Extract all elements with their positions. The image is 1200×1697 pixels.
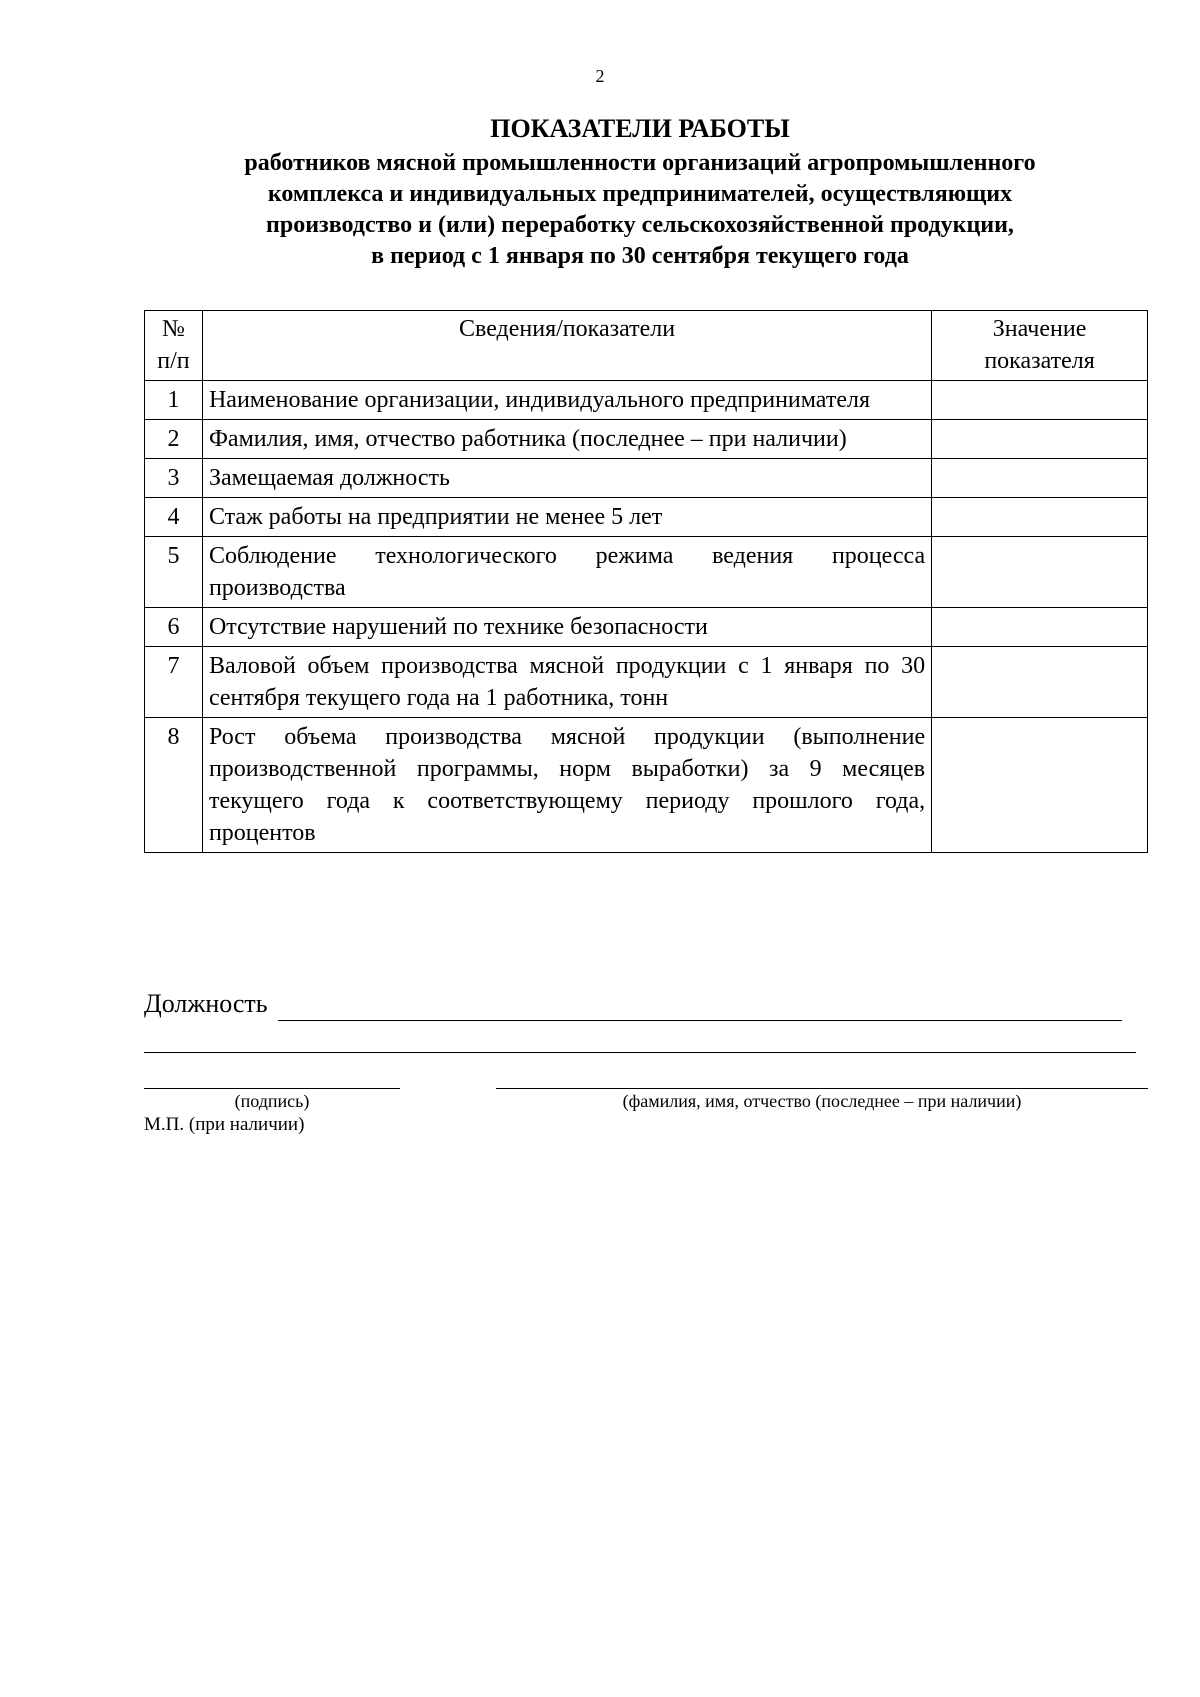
row-number: 3 (145, 459, 203, 498)
row-description: Стаж работы на предприятии не менее 5 лет (202, 498, 931, 537)
table-row (145, 459, 1148, 498)
row-number: 1 (145, 381, 203, 420)
row-value-cell[interactable] (932, 608, 1148, 647)
table-row (145, 647, 1148, 718)
row-number: 5 (145, 537, 203, 608)
full-name-caption: (фамилия, имя, отчество (последнее – при наличии) (622, 1091, 1022, 1111)
row-description: Рост объема производства мясной продукции (выполнение производственной программы, норм выработки) за 9 месяцев текущего года к соответствующему периоду прошлого года, процентов (202, 718, 931, 853)
table-row (145, 537, 1148, 608)
row-number: 8 (145, 718, 203, 853)
full-name-line[interactable] (496, 1088, 1148, 1089)
title-line: работников мясной промышленности организаций агропромышленного (244, 150, 1036, 176)
title-main: ПОКАЗАТЕЛИ РАБОТЫ (490, 114, 790, 143)
row-description: Соблюдение технологического режима ведения процесса производства (202, 537, 931, 608)
row-value-cell[interactable] (932, 718, 1148, 853)
row-description: Фамилия, имя, отчество работника (последнее – при наличии) (202, 420, 931, 459)
header-description: Сведения/показатели (202, 311, 931, 381)
row-description: Наименование организации, индивидуального предпринимателя (202, 381, 931, 420)
row-description: Валовой объем производства мясной продукции с 1 января по 30 сентября текущего года на 1 работника, тонн (202, 647, 931, 718)
row-number: 4 (145, 498, 203, 537)
row-description: Замещаемая должность (202, 459, 931, 498)
table-row (145, 608, 1148, 647)
header-number-pp: п/п (157, 348, 190, 374)
position-label: Должность (144, 989, 268, 1018)
header-number (145, 311, 203, 381)
row-value-cell[interactable] (932, 498, 1148, 537)
row-value-cell[interactable] (932, 647, 1148, 718)
title-line: комплекса и индивидуальных предпринимателей, осуществляющих (267, 181, 1013, 207)
table-row (145, 381, 1148, 420)
position-field (144, 988, 1148, 1024)
signature-line[interactable] (144, 1088, 400, 1089)
table-row (145, 718, 1148, 853)
row-number: 2 (145, 420, 203, 459)
row-number: 7 (145, 647, 203, 718)
indicators-table (144, 310, 1148, 853)
position-continuation-line[interactable] (144, 1052, 1136, 1053)
header-value-line2: показателя (984, 348, 1095, 374)
header-value (932, 311, 1148, 381)
row-value-cell[interactable] (932, 537, 1148, 608)
row-number: 6 (145, 608, 203, 647)
row-value-cell[interactable] (932, 459, 1148, 498)
page-number: 2 (595, 66, 605, 86)
header-value-line1: Значение (992, 316, 1087, 342)
header-number-symbol: № (162, 316, 185, 342)
stamp-caption: М.П. (при наличии) (144, 1114, 305, 1135)
row-value-cell[interactable] (932, 381, 1148, 420)
position-fill-line[interactable] (278, 1020, 1122, 1021)
document-title (140, 112, 1140, 272)
table-row (145, 420, 1148, 459)
table-header-row (145, 311, 1148, 381)
row-value-cell[interactable] (932, 420, 1148, 459)
title-line: производство и (или) переработку сельскохозяйственной продукции, (266, 212, 1014, 238)
signature-caption: (подпись) (234, 1091, 310, 1111)
title-line: в период с 1 января по 30 сентября текущего года (371, 243, 909, 269)
table-row (145, 498, 1148, 537)
row-description: Отсутствие нарушений по технике безопасности (202, 608, 931, 647)
